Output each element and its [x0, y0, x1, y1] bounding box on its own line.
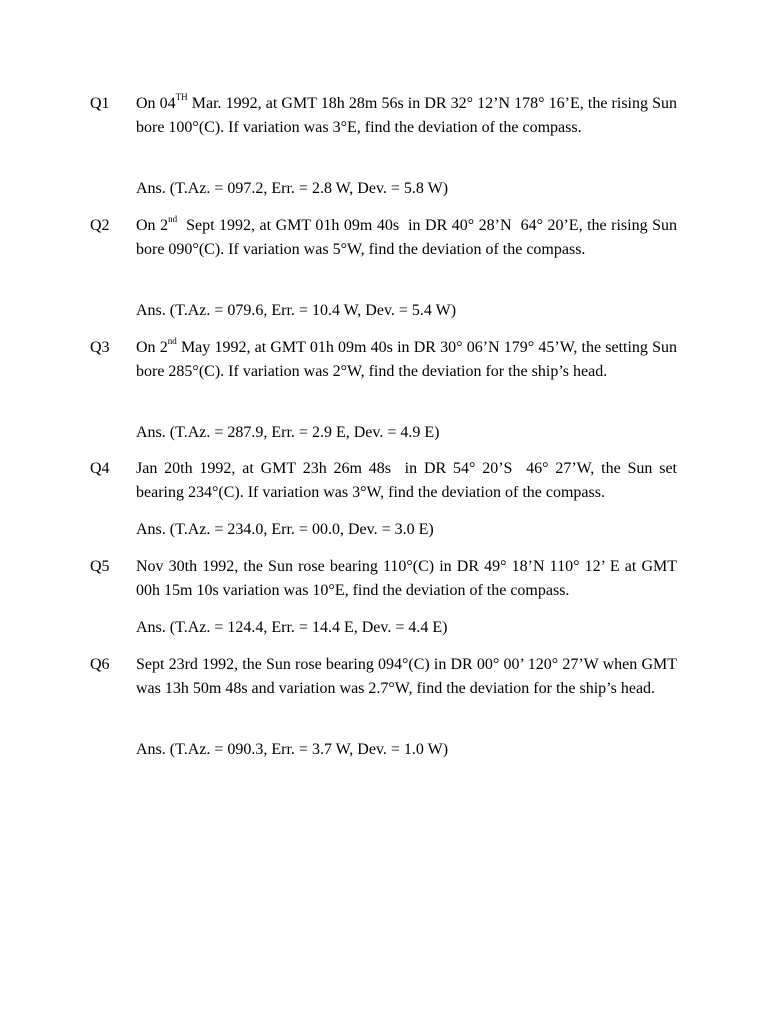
question-text — [136, 457, 681, 505]
question-text-part2: May 1992, at GMT 01h 09m 40s in DR 30° 06’N 179° 45’W, the setting Sun bore 285°(C). If variation was 2°W, find the deviation for the ship’s head. — [136, 339, 677, 380]
ordinal-superscript: TH — [175, 91, 188, 102]
question-number: Q5 — [90, 558, 110, 575]
question-text-part2: Mar. 1992, at GMT 18h 28m 56s in DR 32° 12’N 178° 16’E, the rising Sun bore 100°(C). If variation was 3°E, find the deviation of the compass. — [136, 95, 677, 136]
question-text — [136, 555, 677, 603]
answer-line-q2: Ans. (T.Az. = 079.6, Err. = 10.4 W, Dev. = 5.4 W) — [136, 302, 457, 319]
question-number: Q3 — [90, 339, 110, 356]
question-text — [136, 653, 685, 701]
question-text-part1: Sept 23rd 1992, the Sun rose bearing 094°(C) in DR 00° 00’ 120° 27’W when GMT was 13h 50m 48s and variation was 2.7°W, find the deviation for the ship’s head. — [136, 656, 685, 697]
question-text — [136, 336, 677, 384]
question-text-part2: Sept 1992, at GMT 01h 09m 40s in DR 40° 28’N 64° 20’E, the rising Sun bore 090°(C). If variation was 5°W, find the deviation of the compass. — [136, 217, 681, 258]
question-text-part1: On 2 — [136, 217, 169, 234]
answer-line-q4: Ans. (T.Az. = 234.0, Err. = 00.0, Dev. = 3.0 E) — [136, 521, 434, 538]
question-text-part1: On 2 — [136, 339, 168, 356]
question-text — [136, 213, 681, 262]
question-number: Q4 — [90, 460, 110, 477]
question-text-part1: On 04 — [136, 95, 176, 112]
question-text — [136, 92, 677, 140]
answer-line-q5: Ans. (T.Az. = 124.4, Err. = 14.4 E, Dev. = 4.4 E) — [136, 619, 448, 636]
question-text-part1: Jan 20th 1992, at GMT 23h 26m 48s in DR 54° 20’S 46° 27’W, the Sun set bearing 234°(C). If variation was 3°W, find the deviation of the compass. — [136, 460, 681, 501]
answer-line-q1: Ans. (T.Az. = 097.2, Err. = 2.8 W, Dev. = 5.8 W) — [136, 180, 449, 197]
ordinal-superscript: nd — [167, 335, 177, 346]
answer-line-q3: Ans. (T.Az. = 287.9, Err. = 2.9 E, Dev. = 4.9 E) — [136, 424, 440, 441]
question-number: Q6 — [90, 656, 110, 673]
question-text-part1: Nov 30th 1992, the Sun rose bearing 110°(C) in DR 49° 18’N 110° 12’ E at GMT 00h 15m 10s variation was 10°E, find the deviation of the compass. — [136, 558, 677, 599]
question-number: Q1 — [90, 95, 110, 112]
question-number: Q2 — [90, 217, 110, 234]
answer-line-q6: Ans. (T.Az. = 090.3, Err. = 3.7 W, Dev. = 1.0 W) — [136, 741, 449, 758]
ordinal-superscript: nd — [168, 213, 178, 224]
